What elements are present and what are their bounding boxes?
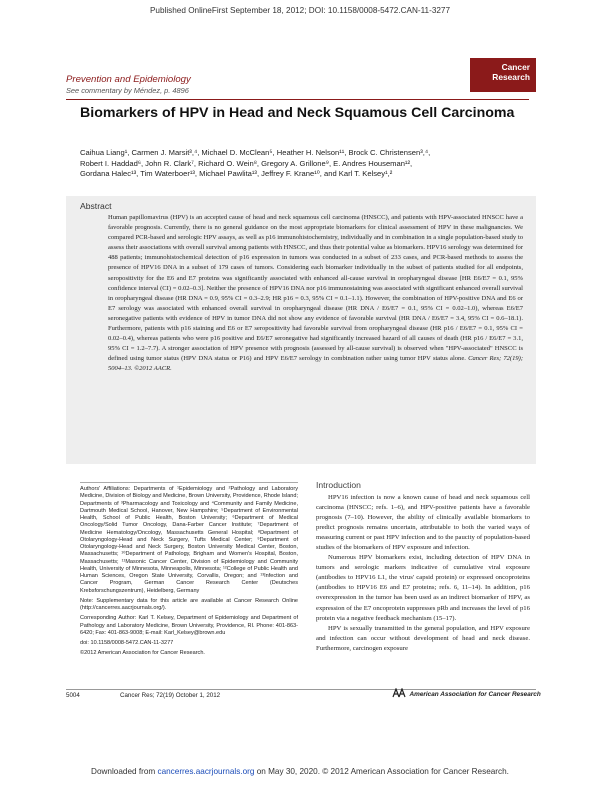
page-number: 5004 (66, 692, 80, 699)
footer-citation: Cancer Res; 72(19) October 1, 2012 (120, 692, 221, 699)
corresponding-author: Corresponding Author: Karl T. Kelsey, Department of Epidemiology and Department of Pathology and Laboratory Medicine, Brown University, Providence, RI. Phone: 401-863-6420; Fax: 401-863-9008; E-mail: Karl_Kelsey@brown.edu (80, 615, 298, 636)
commentary-link[interactable]: See commentary by Méndez, p. 4896 (66, 86, 189, 95)
abstract-body: Human papillomavirus (HPV) is an accepted cause of head and neck squamous cell carcinoma (HNSCC), and patients with HPV-associated HNSCC have a favorable prognosis. Currently, there is no general guidance on the most appropriate biomarkers for clinical assessment of HPV in these malignancies. We compared PCR-based and serologic HPV assays, as well as p16 immunohistochemistry, individually and in combination in a single population-based study to assess their associations with overall survival among patients with HNSCC, and thus their potential value as biomarkers. HPV16 serology was determined for 488 patients; immunohistochemical detection of p16 expression in tumors was conducted in a subset of 233 cases, and PCR-based methods to assess the presence of HPV16 DNA in a subset of 179 cases of tumors. Considering each biomarker individually in the subset of patients studied for all endpoints, seropositivity for the E6 and E7 proteins was significantly associated with enhanced all-cause survival in oropharyngeal disease [HR E6/E7 = 0.1, 95% confidence interval (CI) = 0.02–0.3]. Neither the presence of HPV16 DNA nor p16 immunostaining was associated with significant enhanced overall survival in oropharyngeal disease (HR DNA = 0.9, 95% CI = 0.3–2.9; HR p16 = 0.3, 95% CI = 0.1–1.1). However, the combination of HPV-positive DNA and E6 or E7 serology was associated with enhanced overall survival in oropharyngeal disease (HR DNA / E6/E7 = 0.1, 95% CI = 0.02–1.0), whereas E6/E7 seronegative patients with evidence of HPV in tumor DNA did not show any evidence of favorable survival (HR DNA / E6/E7 = 3.4, 95% CI = 0.6–18.1). Furthermore, patients with p16 staining and E6 or E7 seropositivity had favorable survival from oropharyngeal disease (HR p16 / E6/E7 = 0.1, 95% CI = 0.02–0.4), whereas patients who were p16 positive and E6/E7 seronegative had significantly increased hazard of all causes of death (HR p16 / E6/E7 = 3.1, 95% CI = 1.2–7.7). A stronger association of HPV presence with prognosis (assessed by all-cause survival) is observed when "HPV-associated" HNSCC is defined using tumor status (HPV DNA status or P16) and HPV E6/E7 serology in combination rather using tumor HPV status alone. (108, 214, 523, 363)
supplementary-note: Note: Supplementary data for this article are available at Cancer Research Online (http://cancerres.aacrjournals.org/). (80, 597, 298, 611)
affiliations-divider (80, 482, 298, 483)
aacr-logo-icon (392, 688, 406, 698)
download-suffix: on May 30, 2020. © 2012 American Association for Cancer Research. (254, 767, 509, 776)
abstract-text (108, 213, 523, 375)
journal-logo (470, 58, 536, 92)
publisher-logo (392, 688, 541, 698)
author-line-3: Gordana Halec¹³, Tim Waterboer¹³, Michael Pawlita¹³, Jeffrey F. Krane¹⁰, and Karl T. Kelsey¹,² (80, 169, 393, 179)
publication-banner: Published OnlineFirst September 18, 2012; DOI: 10.1158/0008-5472.CAN-11-3277 (149, 6, 451, 15)
article-title: Biomarkers of HPV in Head and Neck Squamous Cell Carcinoma (80, 105, 515, 121)
intro-paragraph-1: HPV16 infection is now a known cause of head and neck squamous cell carcinoma (HNSCC; refs. 1–6), and HPV-positive patients have a favorable prognosis (7–10). However, the ability of clinically available biomarkers to predict prognosis remains uncertain, attributable to both the varied ways of measuring current or past HPV infection and to the paucity of population-based studies of the biomarkers of HPV exposure and infection. (316, 494, 530, 552)
journal-site-link[interactable]: cancerres.aacrjournals.org (157, 767, 255, 776)
section-label: Prevention and Epidemiology (66, 74, 191, 85)
abstract-heading: Abstract (80, 201, 112, 211)
abstract-citation: Cancer Res; 72(19); 5004–13. ©2012 AACR. (108, 355, 524, 373)
intro-paragraph-3: HPV is sexually transmitted in the general population, and HPV exposure and infection can occur without development of head and neck disease. Furthermore, carcinogen exposure (316, 624, 530, 652)
copyright: ©2012 American Association for Cancer Research. (80, 650, 205, 657)
author-line-1: Caihua Liang¹, Carmen J. Marsit³,⁴, Michael D. McClean⁵, Heather H. Nelson¹¹, Brock C. Christensen³,⁴, (80, 148, 431, 157)
introduction-heading: Introduction (316, 480, 361, 490)
publisher-name: American Association for Cancer Research (409, 691, 541, 698)
header-divider (66, 99, 529, 100)
author-affiliations: Authors' Affiliations: Departments of ¹Epidemiology and ²Pathology and Laboratory Medicine, Division of Biology and Medicine, Brown University, Providence, Rhode Island; Departments of ³Pharmacology and Toxicology and ⁴Community and Family Medicine, Dartmouth Medical School, Hanover, New Hampshire; ⁵Department of Environmental Health, School of Public Health, Boston University; ⁶Department of Medical Oncology/Solid Tumor Oncology, Dana-Farber Cancer Institute; ⁷Department of Medicine Hematology/Oncology, Massachusetts General Hospital; ⁸Department of Otolaryngology-Head and Neck Surgery, Tufts Medical Center; ⁹Department of Otolaryngology-Head and Neck Surgery, Boston University Medical Center, Boston, Massachusetts; ¹⁰Department of Pathology, Brigham and Women's Hospital, Boston, Massachusetts; ¹¹Masonic Cancer Center, Division of Epidemiology and Community Health, University of Minnesota, Minneapolis, Minnesota; ¹²College of Public Health and Human Sciences, Oregon State University, Corvallis, Oregon; and ¹³Infection and Cancer Program, German Cancer Research Center (Deutsches Krebsforschungszentrum), Heidelberg, Germany (80, 486, 298, 594)
intro-paragraph-2: Numerous HPV biomarkers exist, including detection of HPV DNA in tumors and serologic markers indicative of cumulative viral exposure (antibodies to HPV16 L1, the virus' capsid protein) or expressed oncoproteins (antibodies to HPV16 E6 and E7 proteins; refs. 6, 11–14). In addition, p16 overexpression in the tumor has been used as an indirect biomarker of HPV, as expression of the E7 oncoprotein suppresses pRb and increases the level of p16 protein via a negative feedback mechanism (15–17). (316, 554, 530, 622)
author-list (80, 148, 530, 180)
author-line-2: Robert I. Haddad⁶, John R. Clark⁷, Richard O. Wein⁸, Gregory A. Grillone⁹, E. Andres Houseman¹², (80, 158, 413, 168)
journal-logo-line1: Cancer (501, 62, 530, 72)
download-notice (0, 767, 600, 776)
affiliations-column (80, 480, 298, 661)
journal-logo-line2: Research (492, 72, 530, 82)
introduction-text (316, 493, 530, 654)
download-prefix: Downloaded from (91, 767, 158, 776)
doi: doi: 10.1158/0008-5472.CAN-11-3277 (80, 640, 174, 646)
